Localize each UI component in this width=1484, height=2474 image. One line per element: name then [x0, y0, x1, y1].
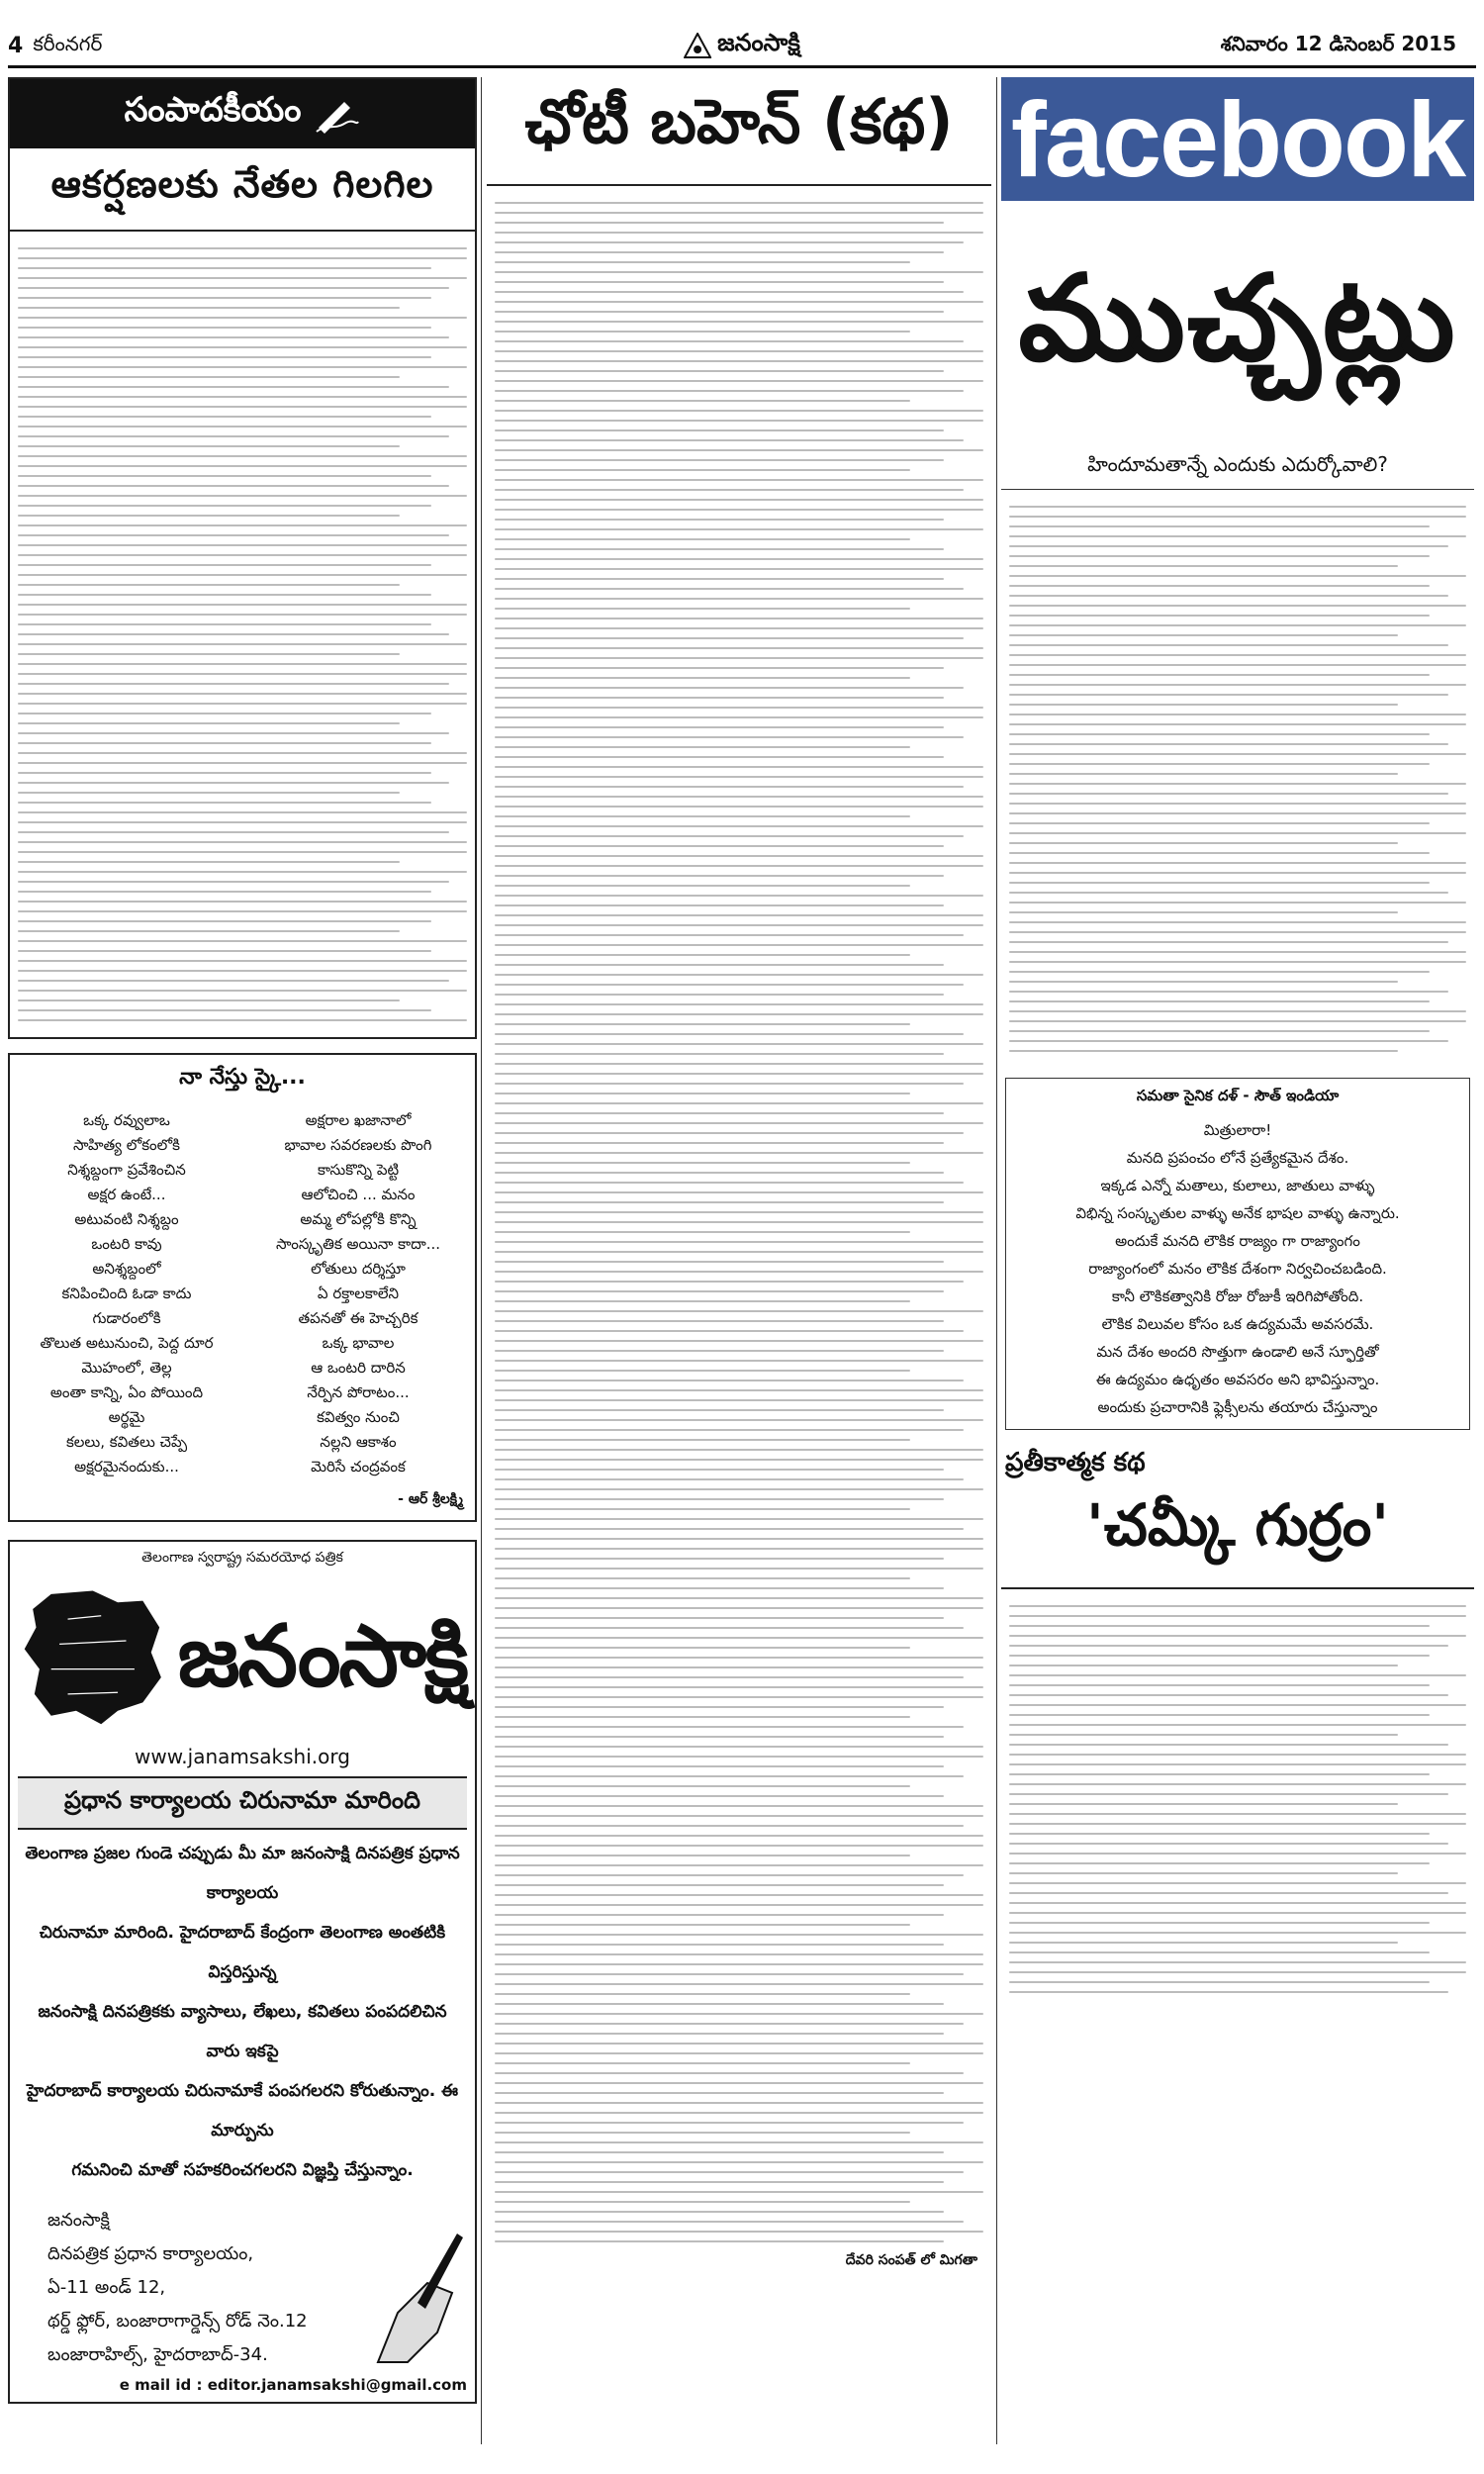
district-name: కరీంనగర్: [33, 31, 103, 55]
ad-logo-row: [18, 1572, 467, 1741]
hand-writing-icon: [358, 2224, 467, 2372]
story-text-lines: [495, 202, 983, 2242]
poem-line: తొలుత అటునుంచి, పెద్ద దూర: [40, 1334, 214, 1352]
page-header: [8, 26, 1476, 68]
slogan-line: మన దేశం అందరి సొత్తుగా ఉండాలి అనే స్ఫూర్తితో: [1096, 1343, 1379, 1361]
poem-line: మెరిసే చంద్రవంక: [311, 1458, 406, 1475]
ad-body-line: జనంసాక్షి దినపత్రికకు వ్యాసాలు, లేఖలు, కవితలు పంపదలిచిన వారు ఇకపై: [38, 2002, 447, 2061]
symbolic-story-body: [1001, 1589, 1474, 2009]
slogan-line: అందుకు ప్రచారానికి ఫ్లెక్సీలను తయారు చేస్తున్నాం: [1097, 1398, 1378, 1416]
symbolic-story-text-lines: [1009, 1605, 1466, 1993]
telangana-map-icon: [18, 1572, 168, 1741]
poem-line: అనిశ్శబ్దంలో: [92, 1260, 161, 1278]
slogan-line: అందుకే మనది లౌకిక రాజ్యం గా రాజ్యాంగం: [1115, 1232, 1360, 1250]
facebook-subtitle: హిందూమతాన్నే ఎందుకు ఎదుర్కోవాలి?: [1001, 452, 1474, 490]
poem-line: నిశ్శబ్దంగా ప్రవేశించిన: [67, 1161, 186, 1179]
poem-title: నా నేస్తు స్కై...: [179, 1065, 306, 1090]
poem-line: కనిపించింది ఓడా కాదు: [61, 1285, 192, 1302]
facebook-column-title: ముచ్చట్లు: [1018, 250, 1457, 388]
ad-address-line: దినపత్రిక ప్రధాన కార్యాలయం,: [47, 2243, 254, 2264]
slogan-line: రాజ్యాంగంలో మనం లౌకిక దేశంగా నిర్వచించబడింది.: [1088, 1260, 1387, 1278]
slogan-line: ఇక్కడ ఎన్నో మతాలు, కులాలు, జాతులు వాళ్ళు: [1100, 1177, 1375, 1194]
ad-address-line: బంజారాహిల్స్, హైదరాబాద్-34.: [47, 2344, 268, 2365]
ad-body-line: తెలంగాణ ప్రజల గుండె చప్పుడు మీ మా జనంసాక్షి దినపత్రిక ప్రధాన కార్యాలయ: [25, 1844, 460, 1903]
editorial-headline: ఆకర్షణలకు నేతల గిలగిల: [10, 148, 475, 232]
pen-writing-icon: [315, 94, 360, 134]
slogan-line: విభిన్న సంస్కృతుల వాళ్ళు అనేక భాషల వాళ్ళు ఉన్నారు.: [1075, 1204, 1400, 1222]
poem-line: కవిత్వం నుంచి: [317, 1408, 400, 1426]
poem-line: లోతులు దర్శిస్తూ: [311, 1260, 406, 1278]
editorial-box: [8, 77, 477, 1039]
editorial-text-lines: [18, 247, 467, 1021]
poem-line: ఒక్క భావాల: [322, 1334, 395, 1352]
poem-line: నేర్పిన పోరాటం...: [307, 1383, 410, 1401]
poem-author: - ఆర్ శ్రీలక్ష్మి: [398, 1491, 463, 1507]
column-divider: [481, 77, 482, 2444]
poem-line: కాసుకొన్ని పెట్టి: [317, 1161, 400, 1179]
poem-line: అంతా కాన్ని, ఏం పోయింది: [49, 1383, 204, 1401]
janamsakshi-advertisement: [8, 1540, 477, 2404]
middle-column: [487, 77, 991, 2279]
ad-address: [18, 2204, 308, 2372]
masthead-brand-text: జనంసాక్షి: [717, 29, 800, 56]
poem-line: అర్థమై: [108, 1408, 145, 1426]
story-body: [487, 186, 991, 2279]
poem-line: అక్షరమైనందుకు...: [74, 1458, 179, 1475]
poem-line: నల్లని ఆకాశం: [320, 1433, 397, 1451]
ad-headline: ప్రధాన కార్యాలయ చిరునామా మారింది: [18, 1776, 467, 1830]
symbolic-story-title: 'చమ్కీ గుర్రం': [1001, 1487, 1474, 1589]
ad-address-line: థర్డ్ ఫ్లోర్, బంజారాగార్డెన్స్ రోడ్ నెం.12: [47, 2311, 308, 2331]
left-column: [8, 77, 477, 2404]
ad-brand-name: జనంసాక్షి: [177, 1607, 467, 1706]
issue-date: శనివారం 12 డిసెంబర్ 2015: [1220, 31, 1456, 55]
ad-website[interactable]: www.janamsakshi.org: [135, 1745, 350, 1768]
symbolic-story-label: ప్రతీకాత్మక కథ: [1005, 1448, 1146, 1477]
editorial-body: [10, 232, 475, 1037]
editorial-tag: [10, 79, 475, 148]
poem-line: ఏ రక్తాలకాలేని: [317, 1285, 400, 1302]
poem-line: అటువంటి నిశ్శబ్దం: [74, 1210, 179, 1228]
emblem-icon: [684, 33, 711, 58]
poem-left-column: [16, 1102, 237, 1485]
poem-line: అమ్మ లోపల్లోకి కొన్ని: [300, 1210, 417, 1228]
page-number: 4: [8, 33, 24, 58]
editorial-tag-label: సంపాదకీయం: [124, 90, 302, 130]
poem-columns: [16, 1102, 469, 1485]
slogan-line: కానీ లౌకికత్వానికి రోజు రోజుకీ ఇరిగిపోతోంది.: [1111, 1287, 1364, 1305]
ad-address-line: ఏ-11 అండ్ 12,: [47, 2277, 166, 2298]
poem-line: ఆలోచించి ... మనం: [301, 1186, 416, 1203]
slogan-line: మనది ప్రపంచం లోనే ప్రత్యేకమైన దేశం.: [1126, 1149, 1349, 1167]
poem-line: అక్షర ఉంటే...: [87, 1186, 166, 1203]
ad-tagline: తెలంగాణ స్వరాష్ట్ర సమరయోధ పత్రిక: [141, 1550, 343, 1566]
poem-line: భావాల సవరణలకు పొంగి: [284, 1136, 432, 1154]
poem-line: ఒంటరి కావు: [91, 1235, 162, 1253]
poem-line: అక్షరాల ఖజానాలో: [305, 1111, 412, 1129]
story-author: దేవరి సంపత్ లో మిగతా: [845, 2252, 977, 2268]
ad-body: [18, 1830, 467, 2194]
slogan-line: ఈ ఉద్యమం ఉధృతం అవసరం అని భావిస్తున్నాం.: [1095, 1371, 1380, 1388]
ad-address-row: [18, 2204, 467, 2372]
poem-line: ఒక్క రవ్వులాఒ: [83, 1111, 170, 1129]
poem-box: [8, 1053, 477, 1522]
facebook-logo: facebook: [1001, 77, 1474, 201]
column-divider: [996, 77, 997, 2444]
ad-body-line: చిరునామా మారింది. హైదరాబాద్ కేంద్రంగా తెలంగాణ అంతటికి విస్తరిస్తున్న: [39, 1923, 446, 1982]
poem-line: తపనతో ఈ హెచ్చరిక: [298, 1309, 418, 1327]
story-title: ఛోటీ బహెన్ (కథ): [487, 77, 991, 186]
ad-body-line: హైదరాబాద్ కార్యాలయ చిరునామాకే పంపగలరని కోరుతున్నాం. ఈ మార్పును: [26, 2081, 459, 2141]
slogan-box: [1005, 1078, 1470, 1430]
poem-line: సాంస్కృతిక అయినా కాదా...: [275, 1235, 440, 1253]
ad-body-line: గమనించి మాతో సహకరించగలరని విజ్ఞప్తి చేస్తున్నాం.: [71, 2160, 414, 2180]
poem-line: మొహంలో, తెల్ల: [81, 1359, 172, 1377]
poem-line: సాహిత్య లోకంలోకి: [72, 1136, 180, 1154]
poem-right-column: [247, 1102, 469, 1485]
poem-line: గుడారంలోకి: [92, 1309, 161, 1327]
ad-email[interactable]: e mail id : editor.janamsakshi@gmail.com: [119, 2376, 467, 2394]
ad-address-line: జనంసాక్షి: [47, 2210, 110, 2231]
slogan-line: మిత్రులారా!: [1203, 1121, 1272, 1139]
facebook-text-lines: [1009, 506, 1466, 1052]
masthead-brand: [684, 29, 800, 62]
poem-line: ఆ ఒంటరి దారిన: [311, 1359, 406, 1377]
facebook-body: [1001, 490, 1474, 1068]
slogan-line: లౌకిక విలువల కోసం ఒక ఉద్యమమే అవసరమే.: [1101, 1315, 1374, 1333]
right-column: [1001, 77, 1474, 2009]
slogan-heading: సమతా సైనిక దళ్ - సౌత్ ఇండియా: [1136, 1087, 1340, 1104]
poem-line: కలలు, కవితలు చెప్పే: [65, 1433, 188, 1451]
